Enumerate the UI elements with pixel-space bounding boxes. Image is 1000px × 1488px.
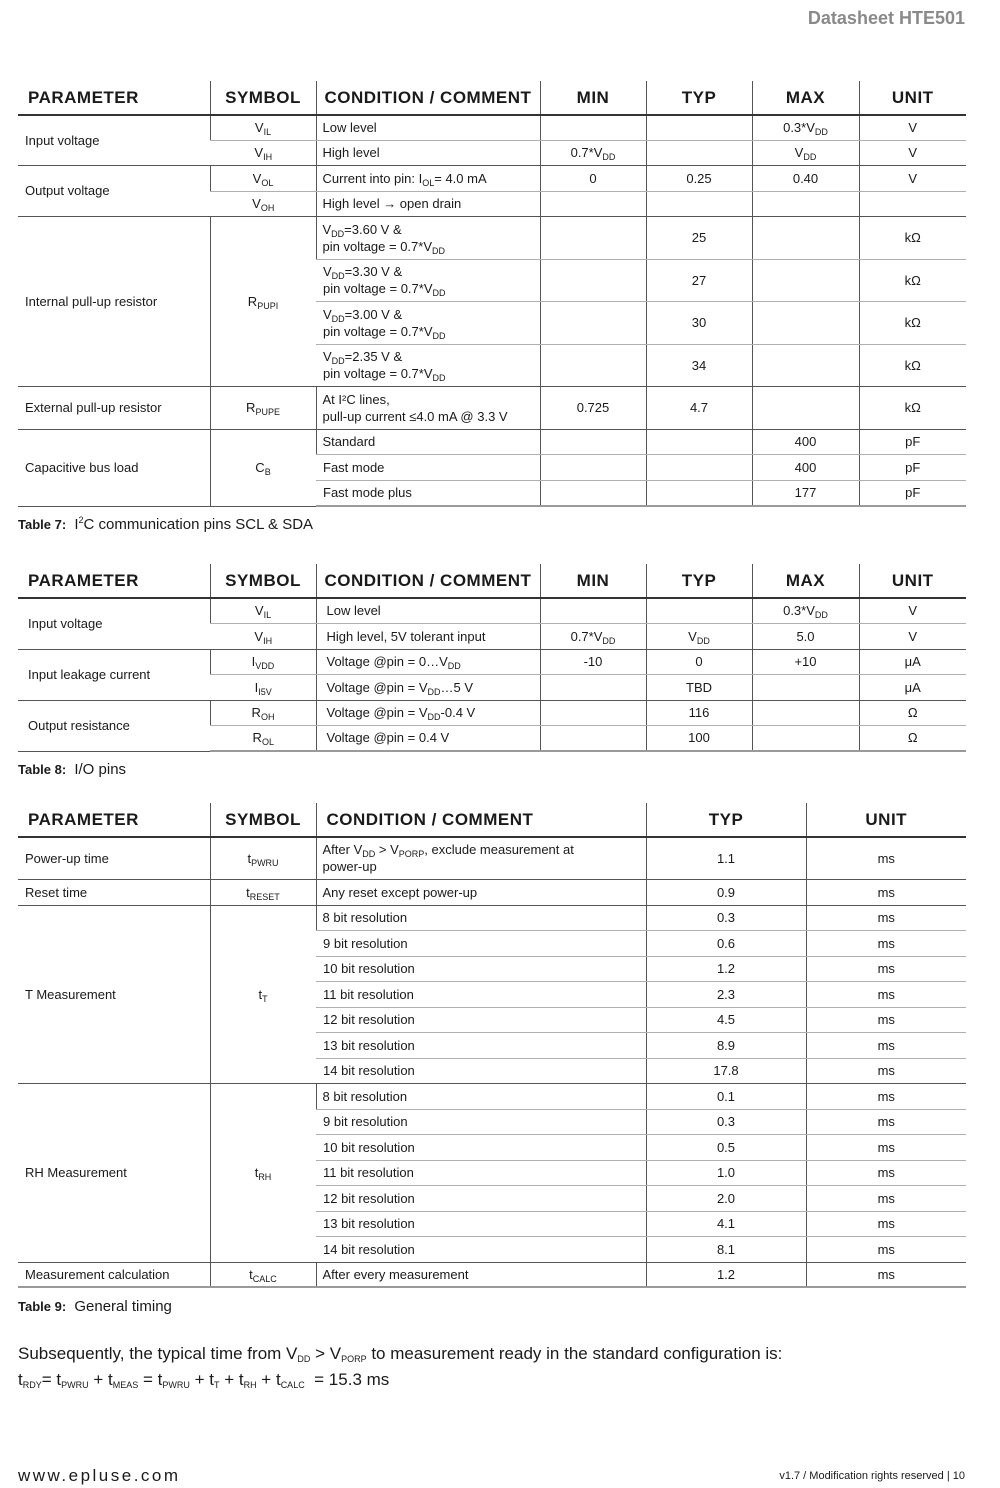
typ-cell: 8.1 (646, 1236, 806, 1262)
unit-cell: ms (806, 1032, 966, 1058)
param-cell: Measurement calculation (18, 1262, 210, 1287)
param-cell: Input voltage (18, 115, 210, 165)
symbol-cell: $R_{OH}$ (210, 700, 316, 725)
header-unit: UNIT (806, 803, 966, 837)
table-caption: Table 8: I/O pins (18, 761, 127, 778)
unit-cell: pF (859, 454, 966, 480)
condition-cell: After $V_{DD} > V_{PORP}$, exclude measurement at power-up (316, 837, 646, 879)
unit-cell: ms (806, 1185, 966, 1211)
symbol-cell: $I_{I5V}$ (210, 674, 316, 700)
unit-cell: V (859, 623, 966, 649)
unit-cell: V (859, 140, 966, 165)
typ-cell: 1.2 (646, 956, 806, 981)
unit-cell: kΩ (859, 386, 966, 429)
param-cell: T Measurement (18, 905, 210, 1083)
table-row (18, 598, 966, 623)
condition-cell: Low level (316, 115, 540, 140)
unit-cell: ms (806, 1236, 966, 1262)
table-i2c-pins (18, 81, 966, 507)
summary-formula: $t_{RDY}= t_{PWRU} + t_{MEAS} = t_{PWRU} + t_T + t_{RH} + t_{CALC} = 15.3$ ms (18, 1370, 390, 1390)
max-cell: $0.3*V_{DD}$ (752, 115, 859, 140)
condition-cell: 13 bit resolution (316, 1032, 646, 1058)
header-condition: CONDITION / COMMENT (316, 564, 540, 598)
condition-cell: High level, 5V tolerant input (316, 623, 540, 649)
header-unit: UNIT (859, 81, 966, 115)
typ-cell: 0 (646, 649, 752, 674)
unit-cell: kΩ (859, 216, 966, 259)
header-min: MIN (540, 564, 646, 598)
symbol-cell: $V_{OL}$ (210, 165, 316, 191)
symbol-cell: $R_{PUPE}$ (210, 386, 316, 429)
header-parameter: PARAMETER (18, 81, 210, 115)
table-row (18, 1083, 966, 1109)
header-condition: CONDITION / COMMENT (316, 81, 540, 115)
condition-cell: After every measurement (316, 1262, 646, 1287)
symbol-cell: $V_{IH}$ (210, 623, 316, 649)
condition-cell: 10 bit resolution (316, 956, 646, 981)
symbol-cell: $I_{VDD}$ (210, 649, 316, 674)
typ-cell: 27 (646, 259, 752, 301)
condition-cell: 8 bit resolution (316, 905, 646, 930)
unit-cell: ms (806, 837, 966, 879)
typ-cell: 0.9 (646, 879, 806, 905)
typ-cell: 1.2 (646, 1262, 806, 1287)
max-cell: 0.40 (752, 165, 859, 191)
typ-cell: 4.1 (646, 1211, 806, 1236)
param-cell: Power-up time (18, 837, 210, 879)
max-cell: +10 (752, 649, 859, 674)
header-condition: CONDITION / COMMENT (316, 803, 646, 837)
unit-cell: ms (806, 981, 966, 1007)
header-parameter: PARAMETER (18, 803, 210, 837)
condition-cell: 12 bit resolution (316, 1185, 646, 1211)
typ-cell: 17.8 (646, 1058, 806, 1083)
typ-cell: 8.9 (646, 1032, 806, 1058)
unit-cell: V (859, 165, 966, 191)
typ-cell: 100 (646, 725, 752, 751)
header-typ: TYP (646, 803, 806, 837)
header-typ: TYP (646, 81, 752, 115)
typ-cell: 1.1 (646, 837, 806, 879)
max-cell: $V_{DD}$ (752, 140, 859, 165)
table-row (18, 165, 966, 191)
unit-cell: V (859, 115, 966, 140)
typ-cell: 1.0 (646, 1160, 806, 1185)
max-cell: 5.0 (752, 623, 859, 649)
max-cell: 177 (752, 480, 859, 506)
condition-cell: $V_{DD}=3.60$ V & pin voltage = $0.7*V_{DD}$ (316, 216, 540, 259)
min-cell: -10 (540, 649, 646, 674)
symbol-cell: $t_{RH}$ (210, 1083, 316, 1262)
table-caption: Table 9: General timing (18, 1298, 172, 1315)
typ-cell: TBD (646, 674, 752, 700)
header-symbol: SYMBOL (210, 803, 316, 837)
condition-cell: Low level (316, 598, 540, 623)
header-parameter: PARAMETER (18, 564, 210, 598)
condition-cell: Current into pin: $I_{OL}= 4.0$ mA (316, 165, 540, 191)
param-cell: Output resistance (18, 700, 210, 751)
typ-cell: 0.3 (646, 1109, 806, 1134)
table-row (18, 837, 966, 879)
unit-cell: ms (806, 956, 966, 981)
typ-cell: 116 (646, 700, 752, 725)
unit-cell: pF (859, 480, 966, 506)
symbol-cell: $R_{OL}$ (210, 725, 316, 751)
unit-cell: Ω (859, 700, 966, 725)
symbol-cell: $V_{IL}$ (210, 598, 316, 623)
typ-cell: 30 (646, 301, 752, 344)
condition-cell: 9 bit resolution (316, 1109, 646, 1134)
symbol-cell: $R_{PUPI}$ (210, 216, 316, 386)
max-cell: 400 (752, 429, 859, 454)
unit-cell: ms (806, 1160, 966, 1185)
unit-cell: μA (859, 674, 966, 700)
min-cell: 0.725 (540, 386, 646, 429)
table-row (18, 700, 966, 725)
condition-cell: 14 bit resolution (316, 1058, 646, 1083)
header-min: MIN (540, 81, 646, 115)
symbol-cell: $t_T$ (210, 905, 316, 1083)
condition-cell: 14 bit resolution (316, 1236, 646, 1262)
condition-cell: 11 bit resolution (316, 981, 646, 1007)
table-general-timing (18, 803, 966, 1288)
condition-cell: Voltage @pin = $0\dots V_{DD}$ (316, 649, 540, 674)
condition-cell: At I²C lines, pull-up current ≤4.0 mA @ 3.3 V (316, 386, 540, 429)
unit-cell: ms (806, 1058, 966, 1083)
unit-cell: Ω (859, 725, 966, 751)
min-cell: $0.7*V_{DD}$ (540, 140, 646, 165)
condition-cell: Any reset except power-up (316, 879, 646, 905)
unit-cell: kΩ (859, 301, 966, 344)
unit-cell: kΩ (859, 344, 966, 386)
unit-cell: ms (806, 1007, 966, 1032)
param-cell: External pull-up resistor (18, 386, 210, 429)
typ-cell: 4.5 (646, 1007, 806, 1032)
header-max: MAX (752, 564, 859, 598)
typ-cell: 25 (646, 216, 752, 259)
condition-cell: 8 bit resolution (316, 1083, 646, 1109)
table-row (18, 216, 966, 259)
max-cell: 400 (752, 454, 859, 480)
condition-cell: $V_{DD}=2.35$ V & pin voltage = $0.7*V_{DD}$ (316, 344, 540, 386)
typ-cell: 4.7 (646, 386, 752, 429)
unit-cell: ms (806, 879, 966, 905)
condition-cell: 10 bit resolution (316, 1134, 646, 1160)
symbol-cell: $t_{PWRU}$ (210, 837, 316, 879)
min-cell: 0 (540, 165, 646, 191)
typ-cell: 0.1 (646, 1083, 806, 1109)
param-cell: Output voltage (18, 165, 210, 216)
unit-cell: ms (806, 1262, 966, 1287)
condition-cell: 13 bit resolution (316, 1211, 646, 1236)
param-cell: Capacitive bus load (18, 429, 210, 506)
table-io-pins (18, 564, 966, 752)
summary-paragraph: Subsequently, the typical time from $V_{DD} > V_{PORP}$ to measurement ready in the standard configuration is: (18, 1344, 783, 1364)
typ-cell: 0.3 (646, 905, 806, 930)
symbol-cell: $t_{CALC}$ (210, 1262, 316, 1287)
symbol-cell: $t_{RESET}$ (210, 879, 316, 905)
condition-cell: Fast mode (316, 454, 540, 480)
unit-cell: ms (806, 1134, 966, 1160)
min-cell: $0.7*V_{DD}$ (540, 623, 646, 649)
unit-cell: V (859, 598, 966, 623)
condition-cell: Standard (316, 429, 540, 454)
condition-cell: $V_{DD}=3.00$ V & pin voltage = $0.7*V_{DD}$ (316, 301, 540, 344)
unit-cell: ms (806, 1211, 966, 1236)
typ-cell: 2.0 (646, 1185, 806, 1211)
condition-cell: Voltage @pin = $V_{DD}-0.4$ V (316, 700, 540, 725)
header-unit: UNIT (859, 564, 966, 598)
table-row (18, 115, 966, 140)
max-cell: $0.3*V_{DD}$ (752, 598, 859, 623)
table-caption: Table 7: $I^2C$ communication pins SCL & SDA (18, 515, 314, 533)
document-title: Datasheet HTE501 (807, 8, 965, 28)
condition-cell: 12 bit resolution (316, 1007, 646, 1032)
header-typ: TYP (646, 564, 752, 598)
condition-cell: Voltage @pin = $V_{DD}\dots 5$ V (316, 674, 540, 700)
condition-cell: High level → open drain (316, 191, 540, 216)
condition-cell: Voltage @pin = 0.4 V (316, 725, 540, 751)
symbol-cell: $V_{IL}$ (210, 115, 316, 140)
typ-cell: 2.3 (646, 981, 806, 1007)
table-row (18, 429, 966, 454)
header-symbol: SYMBOL (210, 81, 316, 115)
param-cell: Internal pull-up resistor (18, 216, 210, 386)
param-cell: Input leakage current (18, 649, 210, 700)
condition-cell: Fast mode plus (316, 480, 540, 506)
symbol-cell: $C_B$ (210, 429, 316, 506)
param-cell: RH Measurement (18, 1083, 210, 1262)
website-link[interactable]: www.epluse.com (18, 1466, 181, 1485)
typ-cell: 34 (646, 344, 752, 386)
table-row (18, 386, 966, 429)
typ-cell: $V_{DD}$ (646, 623, 752, 649)
unit-cell: kΩ (859, 259, 966, 301)
table-row (18, 879, 966, 905)
symbol-cell: $V_{OH}$ (210, 191, 316, 216)
typ-cell: 0.5 (646, 1134, 806, 1160)
condition-cell: 9 bit resolution (316, 930, 646, 956)
condition-cell: High level (316, 140, 540, 165)
table-row (18, 1262, 966, 1287)
typ-cell: 0.6 (646, 930, 806, 956)
condition-cell: $V_{DD}=3.30$ V & pin voltage = $0.7*V_{DD}$ (316, 259, 540, 301)
unit-cell: ms (806, 1083, 966, 1109)
condition-cell: 11 bit resolution (316, 1160, 646, 1185)
unit-cell: ms (806, 905, 966, 930)
unit-cell: ms (806, 930, 966, 956)
header-symbol: SYMBOL (210, 564, 316, 598)
symbol-cell: $V_{IH}$ (210, 140, 316, 165)
typ-cell: 0.25 (646, 165, 752, 191)
param-cell: Input voltage (18, 598, 210, 649)
header-max: MAX (752, 81, 859, 115)
unit-cell: μA (859, 649, 966, 674)
table-row (18, 649, 966, 674)
table-row (18, 905, 966, 930)
page-info: v1.7 / Modification rights reserved | 10 (779, 1470, 965, 1482)
unit-cell: ms (806, 1109, 966, 1134)
param-cell: Reset time (18, 879, 210, 905)
unit-cell: pF (859, 429, 966, 454)
